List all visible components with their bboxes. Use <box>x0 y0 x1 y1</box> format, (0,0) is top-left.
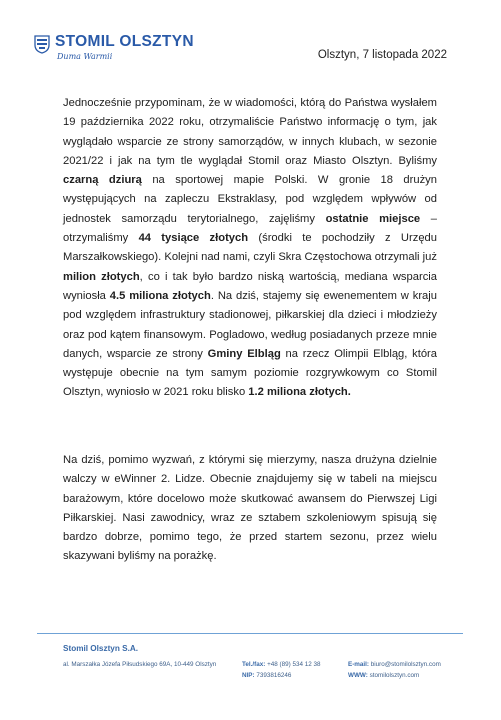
email-label: E-mail: <box>348 661 369 668</box>
emphasis-text: milion złotych <box>63 270 140 283</box>
letter-paragraph-1 <box>63 94 437 403</box>
paragraph-text: na sportowej mapie Polski. W gronie 18 drużyn występujących na zapleczu Ekstraklasy, pod względem wpływów od jednostek samorządu terytorialnego, zajęliśmy <box>63 174 437 225</box>
brand-name: STOMIL OLSZTYN <box>55 33 194 50</box>
paragraph-text: na rzecz Olimpii Elbląg, która występuje obecnie na tym samym poziomie rozgrywkowym co Stomil Olsztyn, wyniosło w 2021 roku blisko <box>63 347 437 399</box>
footer-nip <box>242 672 291 679</box>
letter-paragraph-2: Na dziś, pomimo wyzwań, z którymi się mierzymy, nasza drużyna dzielnie walczy w eWinner 2. Lidze. Obecnie znajdujemy się w tabeli na miejscu barażowym, które docelowo może skutkować awansem do Pierwszej Ligi Piłkarskiej. Nasi zawodnicy, wraz ze sztabem szkoleniowym spisują się bardzo dobrze, pomimo tego, że przed startem sezonu, przez wielu skazywani byliśmy na porażkę. <box>63 454 437 563</box>
www-link[interactable]: stomilolsztyn.com <box>369 672 420 679</box>
letter-date: Olsztyn, 7 listopada 2022 <box>317 49 447 61</box>
email-link[interactable]: biuro@stomilolsztyn.com <box>370 661 441 668</box>
paragraph-text: – otrzymaliśmy <box>63 212 437 245</box>
emphasis-text: 1.2 miliona złotych. <box>248 386 351 399</box>
paragraph-text: , co i tak było bardzo niską wartością, mediana wsparcia wyniosła <box>63 270 437 302</box>
emphasis-text: 4.5 miliona złotych <box>109 289 211 302</box>
footer-email <box>348 661 441 668</box>
footer-divider <box>37 633 463 634</box>
brand-tagline: Duma Warmii <box>57 52 113 61</box>
footer-tel <box>242 661 320 668</box>
emphasis-text: 44 tysiące złotych <box>138 232 249 245</box>
footer-www <box>348 672 419 679</box>
paragraph-text: . Na dziś, stajemy się ewenementem w kraju pod względem infrastruktury stadionowej, piłkarskiej dla dzieci i młodzieży oraz pod kątem finansowym. Pogladowo, według posiadanych przeze mnie danych, wsparcie ze strony <box>63 289 437 360</box>
club-logo <box>34 34 194 61</box>
emphasis-text: czarną dziurą <box>63 174 142 187</box>
emphasis-text: ostatnie miejsce <box>325 212 421 225</box>
paragraph-text: (środki te pochodziły z Urzędu Marszałkowskiego). Kolejni nad nami, czyli Skra Częstochowa otrzymali już <box>63 232 437 264</box>
nip-value: 7393816246 <box>256 672 292 679</box>
emphasis-text: Gminy Elbląg <box>207 347 281 360</box>
tel-label: Tel./fax: <box>242 661 266 668</box>
www-label: WWW: <box>348 672 368 679</box>
footer-company: Stomil Olsztyn S.A. <box>63 644 139 653</box>
tel-value: +48 (89) 534 12 38 <box>267 661 321 668</box>
paragraph-text: Jednocześnie przypominam, że w wiadomości, którą do Państwa wysłałem 19 października 2022 roku, otrzymaliście Państwo informację o tym, jak wyglądało wsparcie ze strony samorządów, w innych klubach, w sezonie 2021/22 i jak na tym tle wyglądał Stomil oraz Miasto Olsztyn. Byliśmy <box>63 97 437 167</box>
footer-address: al. Marszałka Józefa Piłsudskiego 69A, 10-449 Olsztyn <box>63 661 217 668</box>
club-crest-icon <box>34 35 50 54</box>
nip-label: NIP: <box>242 672 255 679</box>
